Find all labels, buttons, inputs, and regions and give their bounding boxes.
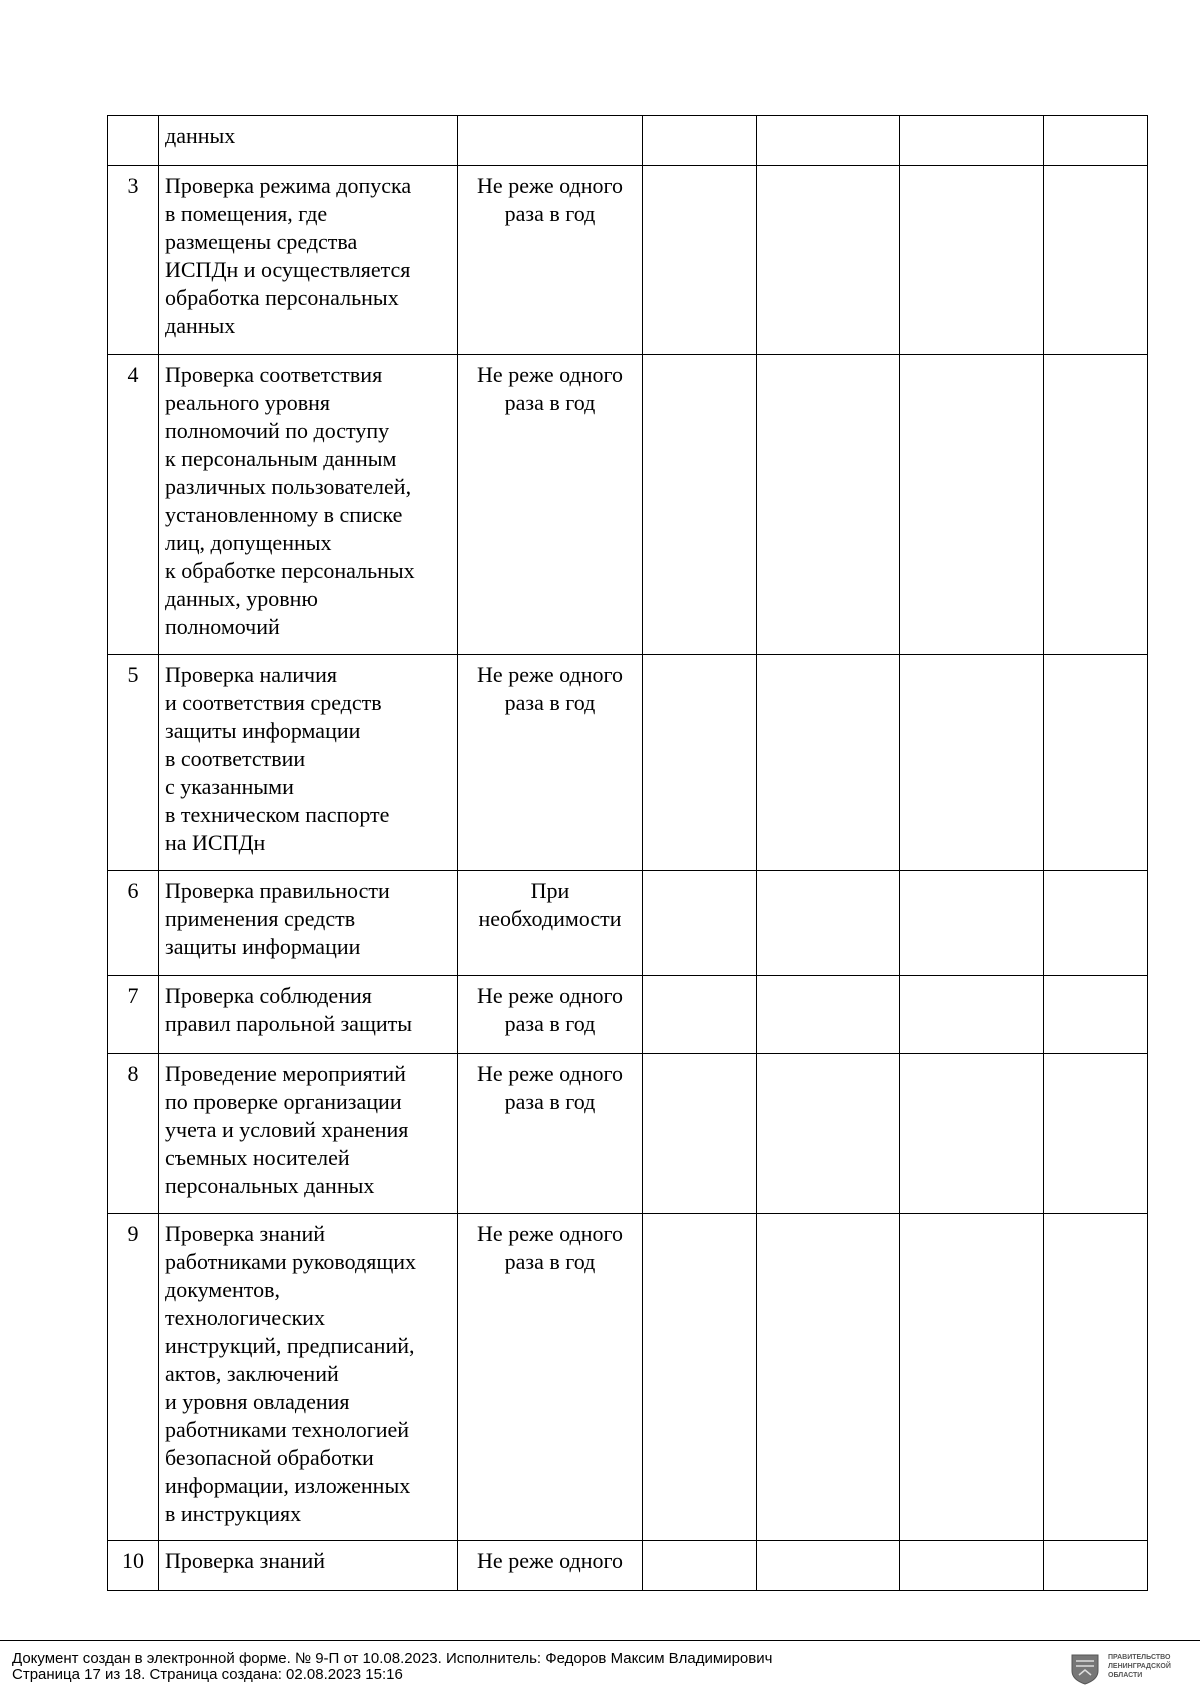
text-line: раза в год bbox=[504, 1011, 596, 1036]
text-line: Проверка правильности bbox=[165, 878, 390, 903]
text-line: Проверка соблюдения bbox=[165, 983, 372, 1008]
text-line: полномочий по доступу bbox=[165, 418, 390, 443]
text-line: персональных данных bbox=[165, 1173, 375, 1198]
text-line: При bbox=[530, 878, 570, 903]
text-line: ИСПДн и осуществляется bbox=[165, 257, 411, 282]
empty-cell bbox=[757, 1541, 900, 1591]
empty-cell bbox=[643, 871, 757, 976]
text-line: правил парольной защиты bbox=[165, 1011, 413, 1036]
text-line: данных bbox=[165, 313, 236, 338]
table-row bbox=[108, 355, 1148, 655]
text-line: Не реже одного bbox=[477, 362, 623, 387]
row-number: 10 bbox=[108, 1541, 159, 1591]
empty-cell bbox=[1044, 116, 1148, 166]
document-footer bbox=[0, 1640, 1200, 1699]
periodicity bbox=[458, 976, 643, 1054]
measure-description bbox=[159, 355, 458, 655]
row-number: 8 bbox=[108, 1054, 159, 1214]
empty-cell bbox=[643, 655, 757, 871]
periodicity bbox=[458, 655, 643, 871]
text-line: технологических bbox=[165, 1305, 325, 1330]
text-line: и соответствия средств bbox=[165, 690, 382, 715]
empty-cell bbox=[900, 355, 1044, 655]
text-line: Не реже одного bbox=[477, 662, 623, 687]
empty-cell bbox=[900, 1541, 1044, 1591]
empty-cell bbox=[900, 1214, 1044, 1541]
empty-cell bbox=[900, 1054, 1044, 1214]
text-line: данных bbox=[165, 123, 236, 148]
periodicity bbox=[458, 355, 643, 655]
empty-cell bbox=[1044, 1541, 1148, 1591]
empty-cell bbox=[757, 116, 900, 166]
logo-text bbox=[1108, 1653, 1171, 1680]
measure-description bbox=[159, 976, 458, 1054]
text-line: Проверка соответствия bbox=[165, 362, 383, 387]
empty-cell bbox=[1044, 1054, 1148, 1214]
empty-cell bbox=[757, 871, 900, 976]
row-number: 7 bbox=[108, 976, 159, 1054]
row-number: 3 bbox=[108, 166, 159, 355]
measure-description bbox=[159, 116, 458, 166]
text-line: данных, уровню bbox=[165, 586, 318, 611]
table-row bbox=[108, 655, 1148, 871]
empty-cell bbox=[757, 355, 900, 655]
table-row bbox=[108, 976, 1148, 1054]
table-row bbox=[108, 1541, 1148, 1591]
text-line: Не реже одного bbox=[477, 1221, 623, 1246]
empty-cell bbox=[757, 976, 900, 1054]
text-line: раза в год bbox=[504, 201, 596, 226]
empty-cell bbox=[1044, 355, 1148, 655]
table-row bbox=[108, 116, 1148, 166]
text-line: в соответствии bbox=[165, 746, 306, 771]
logo-text-line: ПРАВИТЕЛЬСТВО bbox=[1108, 1654, 1171, 1661]
text-line: съемных носителей bbox=[165, 1145, 350, 1170]
empty-cell bbox=[643, 166, 757, 355]
text-line: в инструкциях bbox=[165, 1501, 302, 1526]
text-line: работниками руководящих bbox=[165, 1249, 417, 1274]
text-line: необходимости bbox=[478, 906, 622, 931]
text-line: информации, изложенных bbox=[165, 1473, 411, 1498]
text-line: в помещения, где bbox=[165, 201, 328, 226]
text-line: применения средств bbox=[165, 906, 356, 931]
measure-description bbox=[159, 166, 458, 355]
text-line: раза в год bbox=[504, 1089, 596, 1114]
text-line: установленному в списке bbox=[165, 502, 403, 527]
empty-cell bbox=[1044, 871, 1148, 976]
text-line: защиты информации bbox=[165, 718, 361, 743]
empty-cell bbox=[900, 976, 1044, 1054]
footer-document-info: Документ создан в электронной форме. № 9-П от 10.08.2023. Исполнитель: Федоров Максим Владимирович bbox=[12, 1650, 773, 1667]
text-line: Проверка наличия bbox=[165, 662, 337, 687]
table-body bbox=[108, 116, 1148, 1591]
measure-description bbox=[159, 1541, 458, 1591]
periodicity bbox=[458, 1541, 643, 1591]
empty-cell bbox=[1044, 166, 1148, 355]
periodicity bbox=[458, 116, 643, 166]
text-line: Проверка знаний bbox=[165, 1548, 326, 1573]
empty-cell bbox=[643, 1541, 757, 1591]
text-line: Проверка знаний bbox=[165, 1221, 326, 1246]
row-number: 9 bbox=[108, 1214, 159, 1541]
empty-cell bbox=[643, 1214, 757, 1541]
empty-cell bbox=[900, 871, 1044, 976]
text-line: Не реже одного bbox=[477, 983, 623, 1008]
row-number: 6 bbox=[108, 871, 159, 976]
text-line: на ИСПДн bbox=[165, 830, 266, 855]
table-row bbox=[108, 166, 1148, 355]
text-line: Не реже одного bbox=[477, 1061, 623, 1086]
periodicity bbox=[458, 1214, 643, 1541]
periodicity bbox=[458, 1054, 643, 1214]
row-number: 5 bbox=[108, 655, 159, 871]
text-line: Проведение мероприятий bbox=[165, 1061, 406, 1086]
empty-cell bbox=[643, 355, 757, 655]
empty-cell bbox=[757, 1054, 900, 1214]
text-line: Не реже одного bbox=[477, 173, 623, 198]
empty-cell bbox=[900, 116, 1044, 166]
empty-cell bbox=[757, 1214, 900, 1541]
text-line: раза в год bbox=[504, 690, 596, 715]
periodicity bbox=[458, 871, 643, 976]
text-line: инструкций, предписаний, bbox=[165, 1333, 415, 1358]
text-line: размещены средства bbox=[165, 229, 358, 254]
measure-description bbox=[159, 1214, 458, 1541]
table-row bbox=[108, 1054, 1148, 1214]
empty-cell bbox=[900, 655, 1044, 871]
text-line: к персональным данным bbox=[165, 446, 397, 471]
empty-cell bbox=[757, 166, 900, 355]
empty-cell bbox=[900, 166, 1044, 355]
coat-of-arms-icon bbox=[1070, 1653, 1100, 1685]
government-logo bbox=[1070, 1651, 1190, 1687]
table-row bbox=[108, 1214, 1148, 1541]
footer-page-info: Страница 17 из 18. Страница создана: 02.08.2023 15:16 bbox=[12, 1666, 403, 1683]
text-line: Не реже одного bbox=[477, 1548, 623, 1573]
text-line: в техническом паспорте bbox=[165, 802, 390, 827]
text-line: актов, заключений bbox=[165, 1361, 339, 1386]
empty-cell bbox=[757, 655, 900, 871]
text-line: раза в год bbox=[504, 390, 596, 415]
empty-cell bbox=[1044, 655, 1148, 871]
row-number: 4 bbox=[108, 355, 159, 655]
footer-text bbox=[12, 1651, 772, 1683]
row-number bbox=[108, 116, 159, 166]
logo-text-line: ОБЛАСТИ bbox=[1108, 1672, 1143, 1679]
text-line: с указанными bbox=[165, 774, 294, 799]
text-line: обработка персональных bbox=[165, 285, 399, 310]
measure-description bbox=[159, 655, 458, 871]
text-line: полномочий bbox=[165, 614, 280, 639]
measure-description bbox=[159, 1054, 458, 1214]
text-line: защиты информации bbox=[165, 934, 361, 959]
empty-cell bbox=[643, 1054, 757, 1214]
text-line: по проверке организации bbox=[165, 1089, 402, 1114]
text-line: работниками технологией bbox=[165, 1417, 410, 1442]
logo-text-line: ЛЕНИНГРАДСКОЙ bbox=[1108, 1663, 1171, 1670]
measure-description bbox=[159, 871, 458, 976]
table-row bbox=[108, 871, 1148, 976]
empty-cell bbox=[643, 976, 757, 1054]
periodicity bbox=[458, 166, 643, 355]
text-line: безопасной обработки bbox=[165, 1445, 374, 1470]
text-line: и уровня овладения bbox=[165, 1389, 350, 1414]
text-line: различных пользователей, bbox=[165, 474, 412, 499]
text-line: к обработке персональных bbox=[165, 558, 415, 583]
text-line: Проверка режима допуска bbox=[165, 173, 412, 198]
text-line: реального уровня bbox=[165, 390, 331, 415]
empty-cell bbox=[643, 116, 757, 166]
text-line: раза в год bbox=[504, 1249, 596, 1274]
control-measures-table bbox=[107, 115, 1148, 1591]
empty-cell bbox=[1044, 1214, 1148, 1541]
text-line: документов, bbox=[165, 1277, 280, 1302]
text-line: лиц, допущенных bbox=[165, 530, 332, 555]
text-line: учета и условий хранения bbox=[165, 1117, 409, 1142]
empty-cell bbox=[1044, 976, 1148, 1054]
